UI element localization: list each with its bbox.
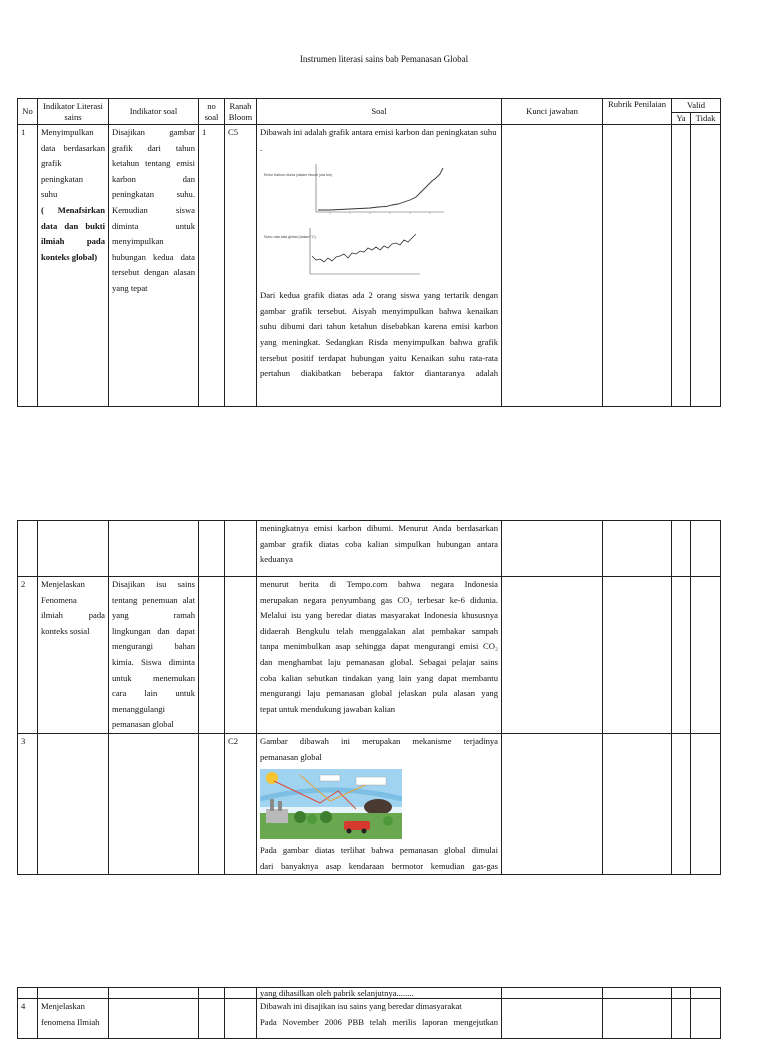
row2-indikator-soal: Disajikan isu sains tentang penemuan alat yang ramah lingkungan dan dapat mengurangi bahan kimia. Siswa diminta untuk menemukan cara lain untuk menanggulangi pemanasan global xyxy=(109,577,199,734)
row1-indikator-literasi: Menyimpulkan data berdasarkan grafik peningkatan suhu ( Menafsirkan data dan bukti ilmiah pada konteks global) xyxy=(38,125,109,407)
row1-soal-intro: Dibawah ini adalah grafik antara emisi karbon dan peningkatan suhu . xyxy=(260,127,497,153)
header-valid: Valid xyxy=(672,99,721,113)
row4-indikator-literasi: Menjelaskan fenomena Ilmiah xyxy=(38,999,109,1039)
row1-ranah-bloom: C5 xyxy=(225,125,257,407)
header-tidak: Tidak xyxy=(691,113,721,125)
header-kunci-jawaban: Kunci jawaban xyxy=(502,99,603,125)
header-indikator-soal: Indikator soal xyxy=(109,99,199,125)
carbon-emission-graph xyxy=(260,160,450,222)
row1-no: 1 xyxy=(18,125,38,407)
row4-no: 4 xyxy=(18,999,38,1039)
row2-no: 2 xyxy=(18,577,38,734)
header-ya: Ya xyxy=(672,113,691,125)
row3-no: 3 xyxy=(18,733,38,874)
row1-valid-ya xyxy=(672,125,691,407)
header-ranah-bloom: Ranah Bloom xyxy=(225,99,257,125)
row1-indikator-soal: Disajikan gambar grafik dari tahun ketahun tentang emisi karbon dan peningkatan suhu. Kemudian siswa diminta untuk menyimpulkan hubungan kedua data tersebut dengan alasan yang tepat xyxy=(109,125,199,407)
document-title: Instrumen literasi sains bab Pemanasan Global xyxy=(299,54,469,64)
row1-soal-continued: meningkatnya emisi karbon dibumi. Menurut Anda berdasarkan gambar grafik diatas coba kalian simpulkan hubungan antara keduanya xyxy=(257,521,502,577)
row2-soal: menurut berita di Tempo.com bahwa negara Indonesia merupakan negara penyumbang gas CO₂ terbesar ke-6 didunia. Melalui isu yang beredar diatas masyarakat Indonesia khususnya didaerah Bengkulu telah menggalakan alat pembakar sampah tanpa menimbulkan asap sehingga dapat mengurangi emisi CO₂ dan menghambat laju pemanasan global. Sebagai pelajar sains coba kalian sebutkan tindakan yang lain yang dapat membantu mengurangi laju pemanasan global jelaskan pula alasan yang tepat untuk mendukung jawaban kalian xyxy=(257,577,502,734)
row1-kunci-jawaban xyxy=(502,125,603,407)
header-rubrik: Rubrik Penilaian xyxy=(603,99,672,125)
row1-valid-tidak xyxy=(691,125,721,407)
graph1-label: Emisi Karbon dunia (dalam ribuan juta ton) xyxy=(264,173,333,178)
instrument-table-page1 xyxy=(17,98,721,407)
row2-indikator-literasi: Menjelaskan Fenomena ilmiah pada konteks sosial xyxy=(38,577,109,734)
row1-no-soal: 1 xyxy=(199,125,225,407)
header-soal: Soal xyxy=(257,99,502,125)
row3-ranah-bloom: C2 xyxy=(225,733,257,874)
temperature-graph xyxy=(260,226,450,284)
header-indikator-literasi: Indikator Literasi sains xyxy=(38,99,109,125)
greenhouse-illustration xyxy=(260,769,402,839)
row4-soal: Dibawah ini disajikan isu sains yang beredar dimasyarakat Pada November 2006 PBB telah merilis laporan mengejutkan xyxy=(257,999,502,1039)
row3-soal-continued: yang dihasilkan oleh pabrik selanjutnya........ xyxy=(257,988,502,999)
row1-soal: Dibawah ini adalah grafik antara emisi karbon dan peningkatan suhu . Emisi Karbon dunia (dalam ribuan juta ton) Suhu rata-rata global (dalam °C) Dari kedua grafik diatas ada 2 orang siswa yang tertarik dengan gambar grafik tersebut. Aisyah menyimpulkan bahwa kenaikan suhu dibumi dari tahun ketahun disebabkan karena emisi karbon yang meningkat. Sedangkan Risda menyimpulkan bahwa grafik tersebut positif terdapat hubungan yaitu Kenaikan suhu rata-rata pertahun diakibatkan beberapa faktor diantaranya adalah xyxy=(257,125,502,407)
header-no: No xyxy=(18,99,38,125)
instrument-table-page2 xyxy=(17,520,721,875)
header-no-soal: no soal xyxy=(199,99,225,125)
row3-soal: Gambar dibawah ini merupakan mekanisme terjadinya pemanasan global Pada gambar diatas terlihat bahwa pemanasan global dimulai dari banyaknya asap kendaraan bermotor kemudian gas-gas xyxy=(257,733,502,874)
instrument-table-page3 xyxy=(17,987,721,1039)
graph2-label: Suhu rata-rata global (dalam °C) xyxy=(264,235,316,240)
row1-rubrik xyxy=(603,125,672,407)
